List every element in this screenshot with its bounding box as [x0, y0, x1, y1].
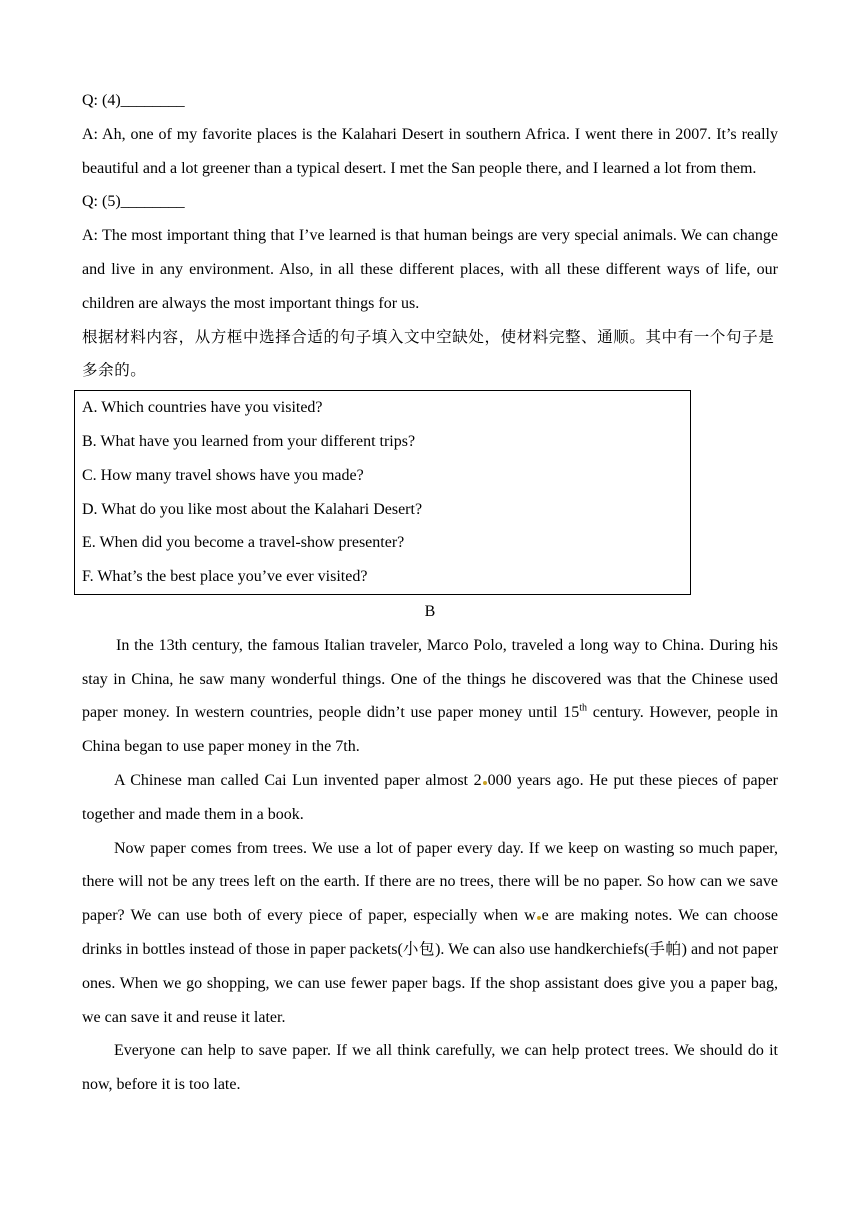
option-e: E. When did you become a travel-show presenter?: [82, 534, 405, 552]
instruction-text: 根据材料内容，从方框中选择合适的句子填入文中空缺处，使材料完整、通顺。其中有一个句子是多余的。: [82, 327, 775, 380]
option-a: A. Which countries have you visited?: [82, 399, 323, 417]
option-b: B. What have you learned from your different trips?: [82, 432, 416, 450]
ordinal-superscript: th: [579, 703, 588, 715]
question-4: Q: (4)________: [82, 92, 185, 109]
paragraph-1-text-b: century. However, people in China began to use paper money in the 7th.: [82, 704, 779, 756]
paragraph-4: Everyone can help to save paper. If we all think carefully, we can help protect trees. We should do it now, before it is too late.: [82, 1042, 778, 1094]
paragraph-1-text-a: In the 13th century, the famous Italian traveler, Marco Polo, traveled a long way to China. During his stay in China, he saw many wonderful things. One of the things he discovered was that the Chinese used paper money. In western countries, people didn’t use paper money until 15: [82, 636, 778, 722]
gloss-handkerchiefs: 手帕: [649, 939, 682, 958]
options-box: [74, 390, 691, 595]
paragraph-3-text-b: e are making notes. We can choose drinks in bottles instead of those in paper packets(: [82, 907, 778, 958]
paragraph-3: [82, 832, 778, 1035]
paragraph-3-text-d: ) and not paper ones. When we go shopping, we can use fewer paper bags. If the shop assistant does give you a paper bag, we can save it and reuse it later.: [82, 940, 779, 1026]
option-f: F. What’s the best place you’ve ever visited?: [82, 568, 368, 586]
highlight-dot-mark: [537, 916, 541, 920]
paragraph-2: [82, 764, 778, 832]
paragraph-3-text-c: ). We can also use handkerchiefs(: [435, 940, 650, 958]
highlight-dot-mark: [483, 781, 487, 785]
gloss-packets: 小包: [402, 939, 436, 958]
answer-4: A: Ah, one of my favorite places is the Kalahari Desert in southern Africa. I went there in 2007. It’s really beautiful and a lot greener than a typical desert. I met the San people there, and I learned a lot from them.: [82, 125, 778, 177]
option-c: C. How many travel shows have you made?: [82, 466, 364, 484]
paragraph-2-text-a: A Chinese man called Cai Lun invented paper almost 2: [114, 771, 482, 789]
question-5: Q: (5)________: [82, 193, 185, 211]
section-b-heading: B: [424, 602, 436, 620]
paragraph-3-text-a: Now paper comes from trees. We use a lot of paper every day. If we keep on wasting so much paper, there will not be any trees left on the earth. If there are no trees, there will be no paper. So how can we save paper? We can use both of every piece of paper, especially when w: [82, 839, 778, 925]
answer-5: A: The most important thing that I’ve learned is that human beings are very special animals. We can change and live in any environment. Also, in all these different places, with all these different ways of life, our children are always the most important things for us.: [82, 227, 778, 312]
paragraph-1: [82, 629, 778, 764]
paragraph-2-text-b: 000 years ago. He put these pieces of paper together and made them in a book.: [82, 771, 778, 823]
option-d: D. What do you like most about the Kalahari Desert?: [82, 500, 423, 518]
document-page: [82, 84, 778, 1102]
